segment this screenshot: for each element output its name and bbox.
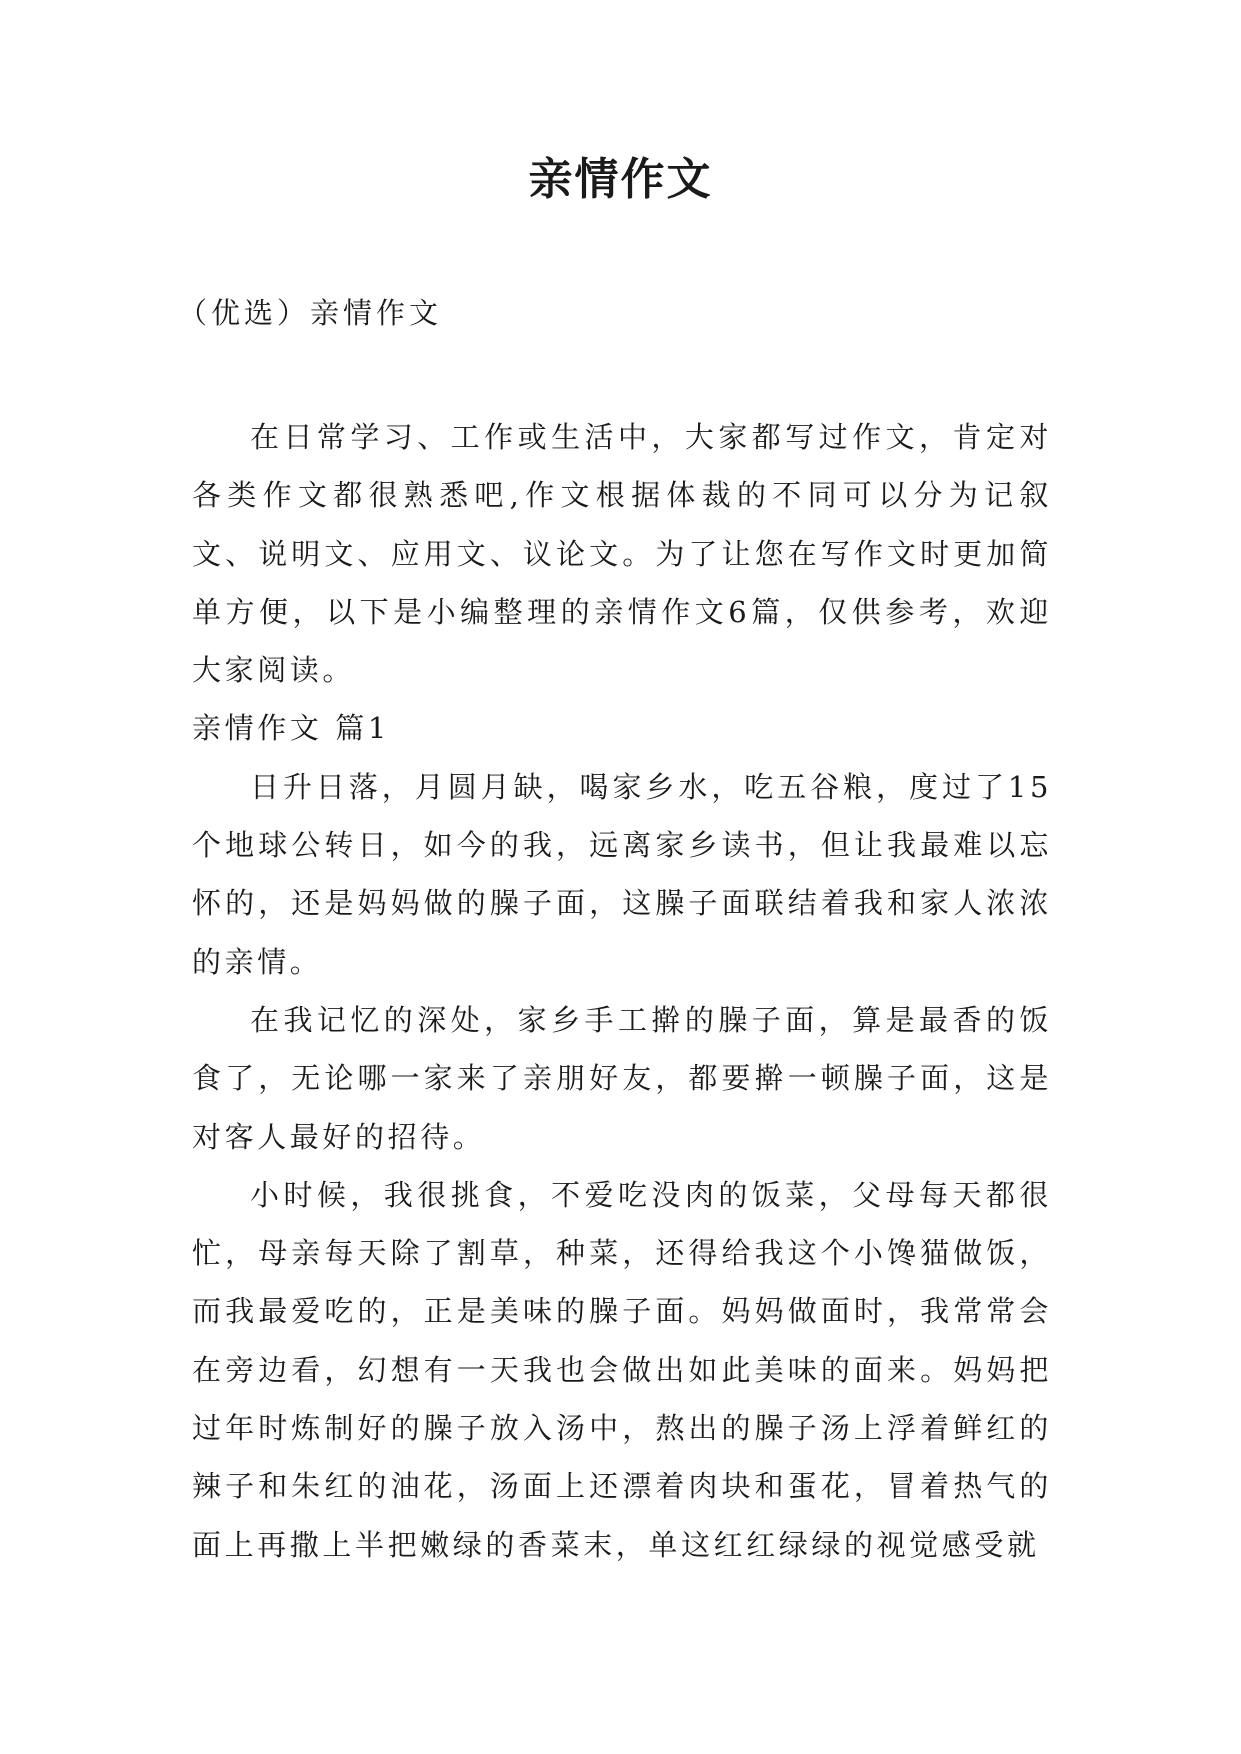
intro-paragraph: 在日常学习、工作或生活中，大家都写过作文，肯定对各类作文都很熟悉吧,作文根据体裁的不同可以分为记叙文、说明文、应用文、议论文。为了让您在写作文时更加简单方便，以下是小编整理的亲情作文6篇，仅供参考，欢迎大家阅读。 <box>192 420 1052 688</box>
body-paragraph: 在我记忆的深处，家乡手工擀的臊子面，算是最香的饭食了，无论哪一家来了亲朋好友，都要擀一顿臊子面，这是对客人最好的招待。 <box>192 1002 1052 1154</box>
section-heading: 亲情作文 篇1 <box>192 711 390 746</box>
document-subtitle: （优选）亲情作文 <box>178 296 443 330</box>
body-paragraph: 日升日落，月圆月缺，喝家乡水，吃五谷粮，度过了15个地球公转日，如今的我，远离家乡读书，但让我最难以忘怀的，还是妈妈做的臊子面，这臊子面联结着我和家人浓浓的亲情。 <box>192 769 1052 979</box>
document-title: 亲情作文 <box>528 154 713 205</box>
document-body <box>192 408 1052 1574</box>
body-paragraph: 小时候，我很挑食，不爱吃没肉的饭菜，父母每天都很忙，母亲每天除了割草，种菜，还得给我这个小馋猫做饭，而我最爱吃的，正是美味的臊子面。妈妈做面时，我常常会在旁边看，幻想有一天我也会做出如此美味的面来。妈妈把过年时炼制好的臊子放入汤中，熬出的臊子汤上浮着鲜红的辣子和朱红的油花，汤面上还漂着肉块和蛋花，冒着热气的面上再撒上半把嫩绿的香菜末，单这红红绿绿的视觉感受就 <box>192 1177 1052 1562</box>
